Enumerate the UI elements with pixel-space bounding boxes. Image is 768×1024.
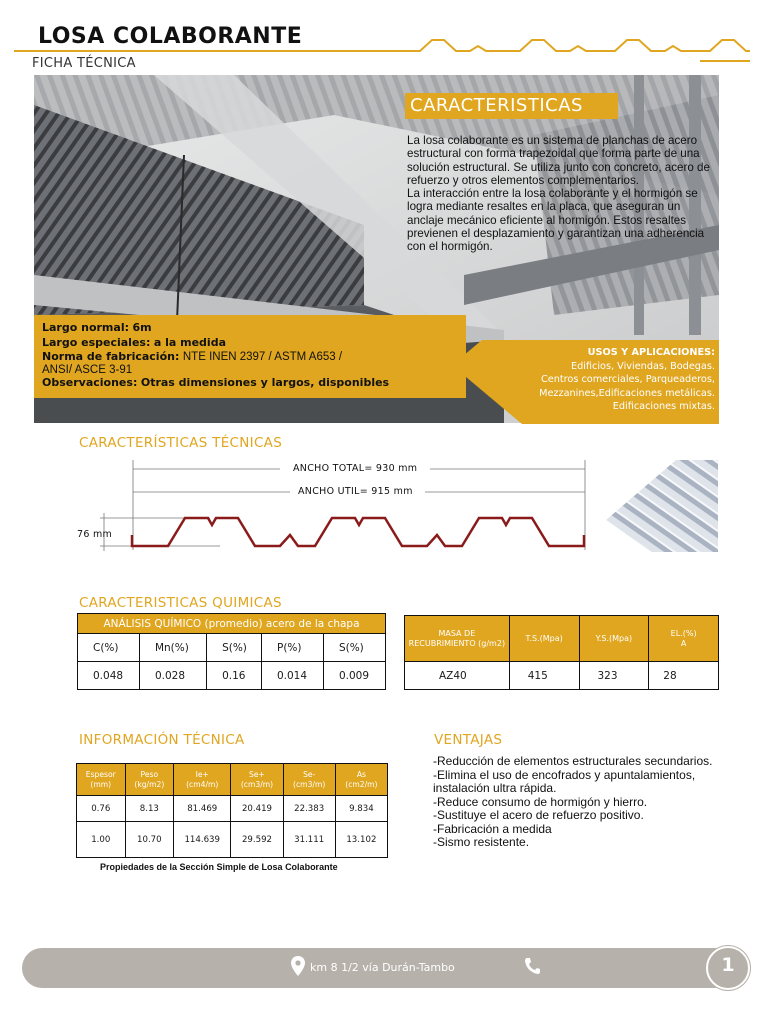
spec-largo-especiales: [42, 336, 462, 351]
header-line: (kg/m2): [134, 779, 165, 789]
location-pin-icon: [291, 956, 305, 976]
table-cell: AZ40: [405, 662, 510, 690]
ventajas-title: VENTAJAS: [434, 732, 503, 748]
column-header: C(%): [78, 634, 140, 662]
spec-value: Otras dimensiones y largos, disponibles: [140, 375, 390, 389]
column-header: P(%): [261, 634, 323, 662]
spec-norma-cont: ANSI/ ASCE 3-91: [42, 363, 133, 376]
spec-label: Largo normal:: [42, 321, 129, 334]
table-cell: 31.111: [283, 822, 335, 858]
usos-line: Centros comerciales, Parqueaderos,: [541, 374, 715, 386]
spec-norma: [42, 350, 462, 365]
page-number: 1: [721, 954, 735, 976]
phone-icon: [524, 957, 540, 975]
table-cell: 0.16: [207, 662, 262, 690]
column-header: [231, 764, 283, 796]
list-item: -Sismo resistente.: [433, 835, 530, 849]
column-header: S(%): [323, 634, 385, 662]
caracteristicas-paragraph-2: La interacción entre la losa colaborante y el hormigón se logra mediante resaltes en la placa, que aseguran un anclaje mecánico eficiente al hormigón. Estos resaltes previenen el desplazamiento y garantizan una adherencia con el hormigón.: [407, 187, 705, 254]
header-line: As: [356, 769, 366, 779]
header-line: Espesor: [85, 769, 116, 779]
table-cell: 0.76: [77, 796, 126, 822]
list-item: -Fabricación a medida: [433, 821, 552, 836]
table-cell: 323: [579, 662, 649, 690]
column-header-line: EL.(%): [670, 628, 697, 638]
column-header: [174, 764, 231, 796]
header-line: (cm3/m): [293, 779, 326, 789]
table-cell: 8.13: [125, 796, 174, 822]
column-header-line: A: [680, 638, 687, 648]
spec-value: a la medida: [153, 335, 226, 349]
table-cell: 28: [649, 662, 719, 690]
table-cell: 0.048: [78, 662, 140, 690]
table-cell: 22.383: [283, 796, 335, 822]
column-header: [125, 764, 174, 796]
usos-text: [475, 346, 715, 414]
list-item: -Sustituye el acero de refuerzo positivo.: [433, 808, 644, 822]
column-header: MASA DE RECUBRIMIENTO (g/m2): [405, 616, 510, 662]
spec-value: NTE INEN 2397 / ASTM A653 /: [182, 351, 343, 363]
tecnicas-title: CARACTERÍSTICAS TÉCNICAS: [79, 435, 283, 451]
column-header: [283, 764, 335, 796]
spec-value: 6m: [132, 321, 152, 334]
table-row: [77, 796, 388, 822]
table-cell: 0.028: [139, 662, 206, 690]
chemical-table-title: ANÁLISIS QUÍMICO (promedio) acero de la chapa: [78, 614, 386, 634]
mechanical-properties-table: [404, 615, 719, 690]
column-header: T.S.(Mpa): [509, 616, 579, 662]
altura-label: 76 mm: [77, 529, 113, 540]
chemical-analysis-table: [77, 613, 386, 690]
ancho-util-label: ANCHO UTIL= 915 mm: [298, 486, 413, 497]
table-cell: 13.102: [335, 822, 387, 858]
list-item: -Reducción de elementos estructurales secundarios.: [433, 754, 713, 768]
table-cell: 415: [509, 662, 579, 690]
header-line: Ie+: [195, 769, 209, 779]
caracteristicas-description: [407, 134, 715, 254]
table-cell: 81.469: [174, 796, 231, 822]
table-cell: 114.639: [174, 822, 231, 858]
technical-table-caption: Propiedades de la Sección Simple de Losa Colaborante: [100, 862, 338, 872]
header-line: Se+: [249, 769, 265, 779]
steel-deck-sheet-photo: [606, 460, 718, 552]
technical-info-table: [76, 763, 388, 858]
footer-address: km 8 1/2 vía Durán-Tambo: [310, 961, 455, 974]
column-header: Mn(%): [139, 634, 206, 662]
table-cell: 9.834: [335, 796, 387, 822]
column-header: [335, 764, 387, 796]
header-line: (cm3/m): [240, 779, 274, 789]
table-cell: 20.419: [231, 796, 283, 822]
list-item: -Elimina el uso de encofrados y apuntalamientos, instalación ultra rápida.: [433, 767, 696, 795]
header-line: (cm2/m): [345, 779, 378, 789]
list-item: -Reduce consumo de hormigón y hierro.: [433, 794, 648, 809]
caracteristicas-title: CARACTERISTICAS: [410, 95, 583, 116]
table-cell: 1.00: [77, 822, 126, 858]
spec-largo-normal: [42, 321, 462, 336]
usos-title: USOS Y APLICACIONES:: [587, 347, 715, 358]
column-header: [77, 764, 126, 796]
column-header: Y.S.(Mpa): [579, 616, 649, 662]
table-row: [77, 822, 388, 858]
usos-line: Edificaciones mixtas.: [612, 401, 715, 413]
ancho-total-label: ANCHO TOTAL= 930 mm: [293, 463, 418, 474]
spec-observaciones: [42, 376, 462, 391]
spec-label: Largo especiales:: [42, 335, 151, 349]
ventajas-list: [433, 755, 733, 850]
table-cell: 10.70: [125, 822, 174, 858]
usos-line: Edificios, Viviendas, Bodegas.: [570, 360, 715, 372]
specs-text: [42, 321, 462, 390]
informacion-title: INFORMACIÓN TÉCNICA: [79, 732, 245, 748]
table-cell: 29.592: [231, 822, 283, 858]
caracteristicas-paragraph-1: La losa colaborante es un sistema de planchas de acero estructural con forma trapezoidal que forma parte de una solución estructural. Se utiliza junto con concreto, acero de refuerzo y otros elementos complementarios.: [407, 134, 710, 187]
column-header: S(%): [207, 634, 262, 662]
document-title: LOSA COLABORANTE: [38, 24, 303, 49]
table-cell: 0.014: [261, 662, 323, 690]
header-line: (mm): [90, 779, 112, 789]
table-cell: 0.009: [323, 662, 385, 690]
document-subtitle: FICHA TÉCNICA: [32, 56, 136, 71]
spec-label: Observaciones:: [42, 375, 138, 389]
header-line: (cm4/m): [186, 779, 219, 789]
quimicas-title: CARACTERISTICAS QUIMICAS: [79, 595, 282, 611]
column-header: [649, 616, 719, 662]
usos-line: Mezzanines,Edificaciones metálicas.: [539, 387, 715, 399]
spec-label: Norma de fabricación:: [42, 350, 180, 363]
header-line: Peso: [140, 769, 159, 779]
header-line: Se-: [303, 769, 316, 779]
